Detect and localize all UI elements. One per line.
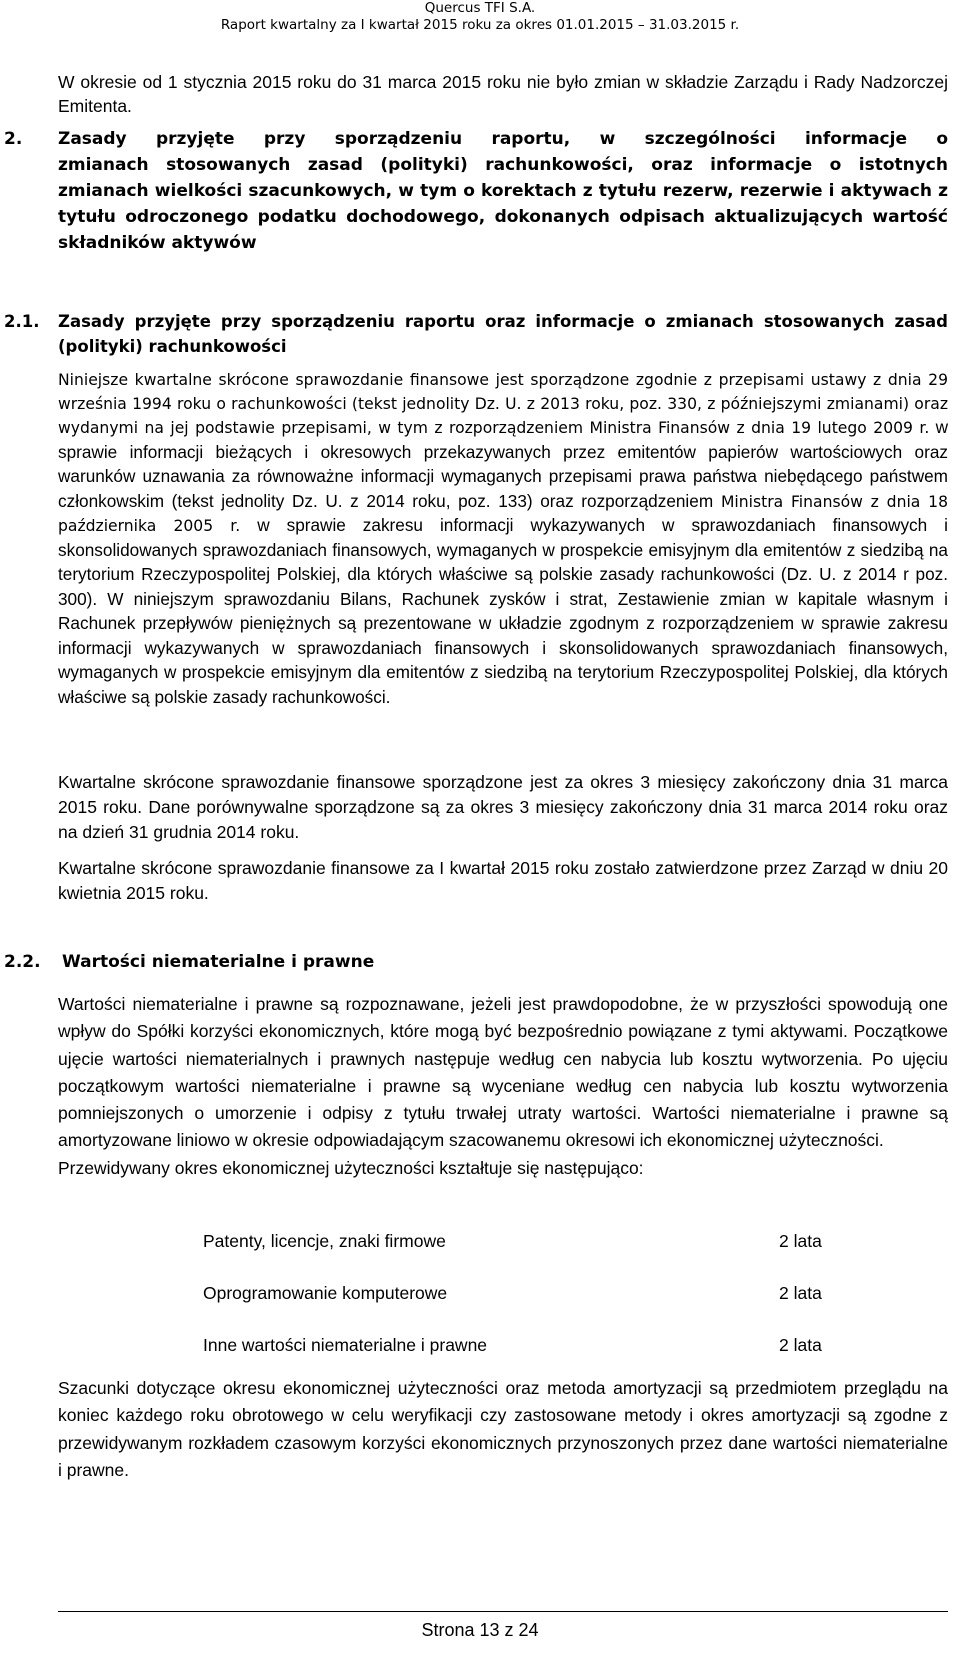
section-title (58, 126, 948, 256)
useful-life-table (203, 1229, 853, 1385)
section-title-first-line: Zasady przyjęte przy sporządzeniu raportu, w szczególności informacje o (58, 129, 948, 149)
report-title: Raport kwartalny za I kwartał 2015 roku za okres 01.01.2015 – 31.03.2015 r. (220, 17, 740, 33)
section-2-2-heading (4, 950, 375, 974)
section-2-1-heading (4, 309, 948, 359)
company-name: Quercus TFI S.A. (424, 0, 536, 16)
asset-name: Patenty, licencje, znaki firmowe (203, 1231, 446, 1251)
section-2-1-paragraph-3: Kwartalne skrócone sprawozdanie finansowe za I kwartał 2015 roku zostało zatwierdzone przez Zarząd w dniu 20 kwietnia 2015 roku. (58, 858, 948, 903)
section-2-2-paragraph-2: Szacunki dotyczące okresu ekonomicznej użyteczności oraz metoda amortyzacji są przedmiotem przeglądu na koniec każdego roku obrotowego w celu weryfikacji czy zastosowane metody i okres amortyzacji są zgodne z przewidywanym rozkładem czasowym korzyści ekonomicznych przynoszonych przez dane wartości niematerialne i prawne. (58, 1378, 948, 1480)
section-title: Zasady przyjęte przy sporządzeniu raportu oraz informacje o zmianach stosowanych zasad (polityki) rachunkowości (58, 312, 948, 356)
paragraph-last-line: Przewidywany okres ekonomicznej użyteczności kształtuje się następująco: (58, 1157, 644, 1178)
text-run: w sprawie informacji bieżących i okresowych przekazywanych przez emitentów papierów wartościowych oraz warunków uznawania za równoważne informacji wymaganych przepisami prawa państwa niebędącego państwem członkowskim (tekst jednolity Dz. U. z 2014 roku, poz. 133) oraz rozporządzeniem (58, 417, 948, 511)
footer-divider (58, 1611, 948, 1612)
useful-life: 2 lata (779, 1283, 822, 1303)
text-run: W niniejszym sprawozdaniu Bilans, Rachunek zysków i strat, Zestawienie zmian w kapitale własnym i Rachunek przepływów pieniężnych są prezentowane w układzie zgodnym z rozporządzeniem w sprawie zakresu informacji wykazywanych w sprawozdaniach finansowych i skonsolidowanych sprawozdaniach finansowych, wymaganych w prospekcie emisyjnym dla emitentów z siedzibą na terytorium Rzeczypospolitej Polskiej, dla których właściwe są polskie zasady rachunkowości. (58, 588, 948, 707)
intro-paragraph: W okresie od 1 stycznia 2015 roku do 31 marca 2015 roku nie było zmian w składzie Zarządu i Rady Nadzorczej Emitenta. (58, 72, 948, 116)
section-number: 2.1. (4, 312, 40, 331)
section-2-heading (4, 126, 948, 256)
text-run: w sprawie zakresu informacji wykazywanych w sprawozdaniach finansowych i skonsolidowanych sprawozdaniach finansowych, wymaganych w prospekcie emisyjnym dla emitentów z siedzibą na terytorium Rzeczypospolitej Polskiej, dla których właściwe są polskie zasady rachunkowości (Dz. U. z 2014 r poz. 300). (58, 515, 948, 609)
section-2-1-paragraph-2: Kwartalne skrócone sprawozdanie finansowe sporządzone jest za okres 3 miesięcy zakończony dnia 31 marca 2015 roku. Dane porównywalne sporządzone są za okres 3 miesięcy zakończony dnia 31 marca 2014 roku oraz na dzień 31 grudnia 2014 roku. (58, 772, 948, 842)
useful-life: 2 lata (779, 1231, 822, 1251)
section-number: 2.2. (4, 952, 41, 972)
section-2-2-paragraph-1 (58, 991, 948, 1182)
page-number: Strona 13 z 24 (421, 1620, 539, 1640)
asset-name: Oprogramowanie komputerowe (203, 1283, 448, 1303)
paragraph-body: Wartości niematerialne i prawne są rozpoznawane, jeżeli jest prawdopodobne, że w przyszłości spowodują one wpływ do Spółki korzyści ekonomicznych, które mogą być bezpośrednio powiązane z tymi aktywami. Początkowe ujęcie wartości niematerialnych i prawnych następuje według cen nabycia lub kosztu wytworzenia. Po ujęciu początkowym wartości niematerialne i prawne są wyceniane według cen nabycia lub kosztu wytworzenia pomniejszonych o umorzenie i odpisy z tytułu trwałej utraty wartości. Wartości niematerialne i prawne są amortyzowane liniowo w okresie odpowiadającym szacowanemu okresowi ich ekonomicznej użyteczności. (58, 994, 948, 1151)
asset-name: Inne wartości niematerialne i prawne (203, 1335, 488, 1355)
section-number: 2. (4, 129, 23, 149)
section-2-1-paragraph-1 (58, 369, 948, 710)
section-title: Wartości niematerialne i prawne (62, 952, 375, 972)
page-header (0, 0, 960, 34)
section-title-rest: zmianach stosowanych zasad (polityki) rachunkowości, oraz informacje o istotnych zmianach wielkości szacunkowych, w tym o korektach z tytułu rezerw, rezerwie i aktywach z tytułu odroczonego podatku dochodowego, dokonanych odpisach aktualizujących wartość składników aktywów (58, 155, 948, 253)
table-row (203, 1281, 853, 1333)
table-row (203, 1229, 853, 1281)
useful-life: 2 lata (779, 1335, 822, 1355)
text-run: Ministra Finansów z dnia 18 października 2005 r. (58, 492, 948, 535)
text-run: Niniejsze kwartalne skrócone sprawozdanie finansowe jest sporządzone zgodnie z przepisami ustawy z dnia 29 września 1994 roku o rachunkowości (tekst jednolity Dz. U. z 2013 roku, poz. 330, z późniejszymi zmianami) oraz wydanymi na jej podstawie przepisami, w tym z rozporządzeniem Ministra Finansów z dnia 19 lutego 2009 r. (58, 371, 948, 437)
